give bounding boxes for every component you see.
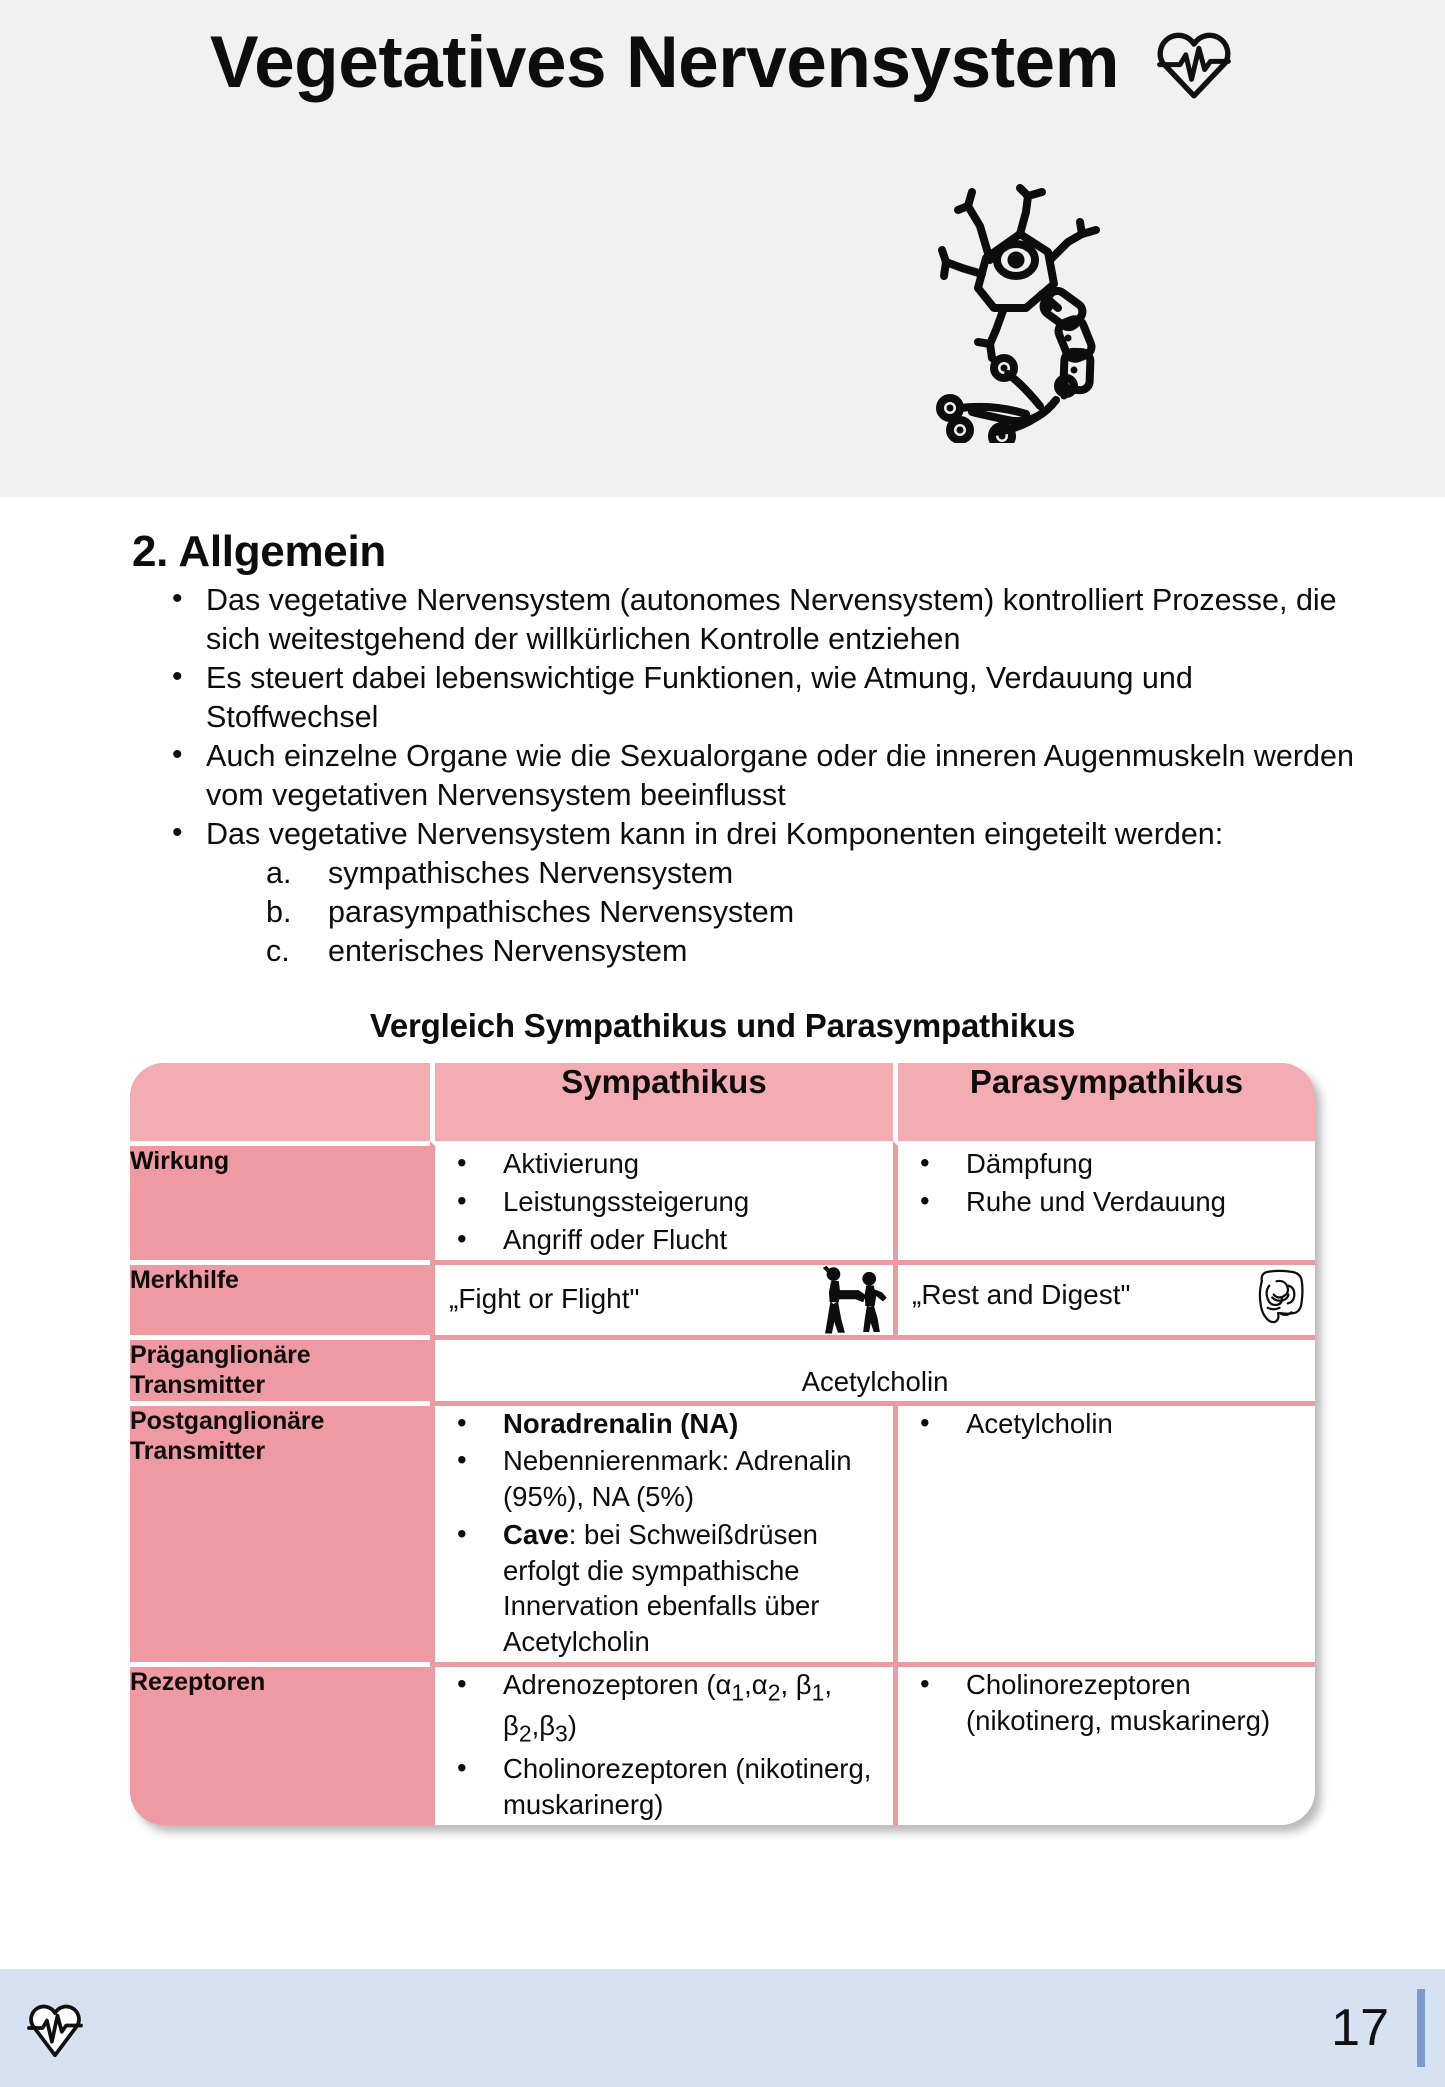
table-row-praeganglionaer — [130, 1335, 1315, 1401]
neuron-icon — [916, 168, 1126, 443]
cell-wirkung-sympathikus — [430, 1141, 893, 1259]
list-item: • Ruhe und Verdauung — [898, 1184, 1315, 1220]
komponenten-sublist — [206, 854, 1365, 971]
main-content — [0, 497, 1445, 1825]
sublist-label: parasympathisches Nervensystem — [328, 895, 795, 930]
table-row-wirkung — [130, 1141, 1315, 1259]
rezeptor-mid: ,α — [744, 1668, 768, 1700]
list-item-bold: Noradrenalin (NA) — [503, 1407, 739, 1439]
row-label-rezeptoren: Rezeptoren — [130, 1662, 430, 1825]
list-item: • Dämpfung — [898, 1146, 1315, 1182]
list-item — [435, 1406, 893, 1442]
cell-merkhilfe-sympathikus — [430, 1260, 893, 1335]
cell-postganglionaer-parasympathikus — [893, 1401, 1315, 1662]
list-item: • Acetylcholin — [898, 1406, 1315, 1442]
list-item — [435, 1667, 893, 1750]
intestine-icon — [1253, 1265, 1315, 1327]
bullet-text: Das vegetative Nervensystem kann in drei Komponenten eingeteilt werden: — [206, 817, 1224, 852]
list-item: • Aktivierung — [435, 1146, 893, 1182]
merkhilfe-sympathikus-text: „Fight or Flight" — [449, 1283, 640, 1315]
list-item: • Cholinorezeptoren (nikotinerg, muskarinerg) — [435, 1751, 893, 1823]
table-row-postganglionaer — [130, 1401, 1315, 1662]
row-label-merkhilfe: Merkhilfe — [130, 1260, 430, 1335]
page-title: Vegetatives Nervensystem — [209, 22, 1120, 104]
page-footer — [0, 1969, 1445, 2087]
bullet-item: • Es steuert dabei lebenswichtige Funktionen, wie Atmung, Verdauung und Stoffwechsel — [168, 659, 1365, 737]
table-header-blank — [130, 1063, 430, 1141]
rezeptor-sub: 2 — [767, 1679, 781, 1706]
table-row-merkhilfe — [130, 1260, 1315, 1335]
sublist-label: sympathisches Nervensystem — [328, 856, 734, 891]
sublist-item — [266, 932, 1365, 971]
sublist-marker: a. — [266, 856, 292, 891]
row-label-postganglionaer: Postganglionäre Transmitter — [130, 1401, 430, 1662]
comparison-table — [130, 1063, 1315, 1825]
rezeptor-post: ) — [567, 1710, 577, 1742]
page-header-band — [0, 0, 1445, 497]
list-item-rest: : bei Schweißdrüsen erfolgt die sympathische Innervation ebenfalls über Acetylcholin — [503, 1518, 820, 1658]
rezeptor-mid: , β — [780, 1668, 812, 1700]
cell-rezeptoren-parasympathikus — [893, 1662, 1315, 1825]
rezeptor-sub: 2 — [518, 1720, 532, 1747]
cell-merkhilfe-parasympathikus — [893, 1260, 1315, 1335]
heart-pulse-icon — [24, 1997, 86, 2059]
table-header-sympathikus: Sympathikus — [430, 1063, 893, 1141]
list-item — [435, 1517, 893, 1660]
cell-praeganglionaer-value: Acetylcholin — [430, 1335, 1315, 1401]
rezeptor-sub: 1 — [811, 1679, 825, 1706]
fighting-figures-icon — [815, 1265, 893, 1335]
rezeptor-mid: ,β — [531, 1710, 556, 1742]
cell-postganglionaer-sympathikus — [430, 1401, 893, 1662]
cell-wirkung-parasympathikus — [893, 1141, 1315, 1259]
row-label-wirkung: Wirkung — [130, 1141, 430, 1259]
list-item: • Angriff oder Flucht — [435, 1222, 893, 1258]
merkhilfe-parasympathikus-text: „Rest and Digest" — [912, 1279, 1131, 1311]
list-item: • Leistungssteigerung — [435, 1184, 893, 1220]
cell-rezeptoren-sympathikus — [430, 1662, 893, 1825]
sublist-label: enterisches Nervensystem — [328, 934, 688, 969]
table-row-rezeptoren — [130, 1662, 1315, 1825]
rezeptor-sub: 3 — [555, 1720, 568, 1747]
sublist-item — [266, 854, 1365, 893]
sublist-marker: c. — [266, 934, 290, 969]
heart-pulse-icon — [1153, 22, 1235, 104]
table-header-row — [130, 1063, 1315, 1141]
rezeptor-pre: Adrenozeptoren (α — [503, 1668, 732, 1700]
allgemein-bullet-list — [0, 581, 1445, 971]
footer-accent-bar — [1417, 1989, 1425, 2067]
bullet-item: • Das vegetative Nervensystem (autonomes Nervensystem) kontrolliert Prozesse, die sich weitestgehend der willkürlichen Kontrolle entziehen — [168, 581, 1365, 659]
comparison-table-title: Vergleich Sympathikus und Parasympathikus — [369, 1007, 1076, 1045]
page-number: 17 — [1331, 1999, 1389, 2057]
rezeptor-sub: 1 — [731, 1679, 745, 1706]
list-item-bold: Cave — [503, 1518, 569, 1550]
bullet-item — [168, 815, 1365, 971]
list-item: • Cholinorezeptoren (nikotinerg, muskarinerg) — [898, 1667, 1315, 1739]
rezeptor-mid: , β — [503, 1668, 832, 1742]
sublist-item — [266, 893, 1365, 932]
table-header-parasympathikus: Parasympathikus — [893, 1063, 1315, 1141]
bullet-item: • Auch einzelne Organe wie die Sexualorgane oder die inneren Augenmuskeln werden vom vegetativen Nervensystem beeinflusst — [168, 737, 1365, 815]
list-item: • Nebennierenmark: Adrenalin (95%), NA (5%) — [435, 1443, 893, 1515]
comparison-table-wrap — [130, 1063, 1315, 1825]
row-label-praeganglionaer: Präganglionäre Transmitter — [130, 1335, 430, 1401]
sublist-marker: b. — [266, 895, 292, 930]
title-row — [0, 22, 1445, 104]
section-heading: 2. Allgemein — [132, 527, 386, 576]
